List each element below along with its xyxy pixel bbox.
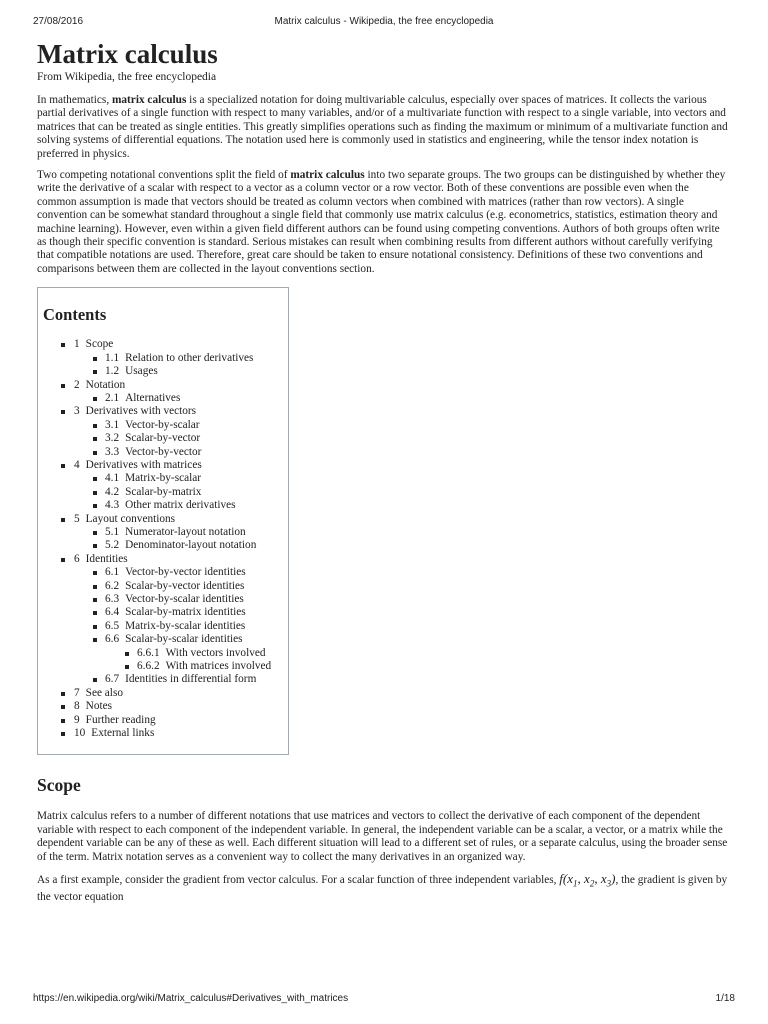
toc-item-number: 9 — [74, 713, 80, 726]
toc-item-label[interactable]: Scalar-by-matrix identities — [125, 606, 246, 619]
toc-item[interactable] — [43, 459, 288, 472]
toc-item-number: 5.2 — [105, 539, 120, 552]
toc-item[interactable] — [43, 606, 288, 619]
toc-item-number: 1.1 — [105, 351, 120, 364]
print-url: https://en.wikipedia.org/wiki/Matrix_calculus#Derivatives_with_matrices — [33, 993, 349, 1004]
toc-item-number: 6.6.2 — [137, 660, 160, 673]
page-number: 1/18 — [715, 993, 735, 1004]
toc-item-label[interactable]: Scope — [85, 338, 114, 351]
toc-item-label[interactable]: Identities in differential form — [125, 673, 257, 686]
toc-item-number: 4.3 — [105, 499, 120, 512]
toc-item[interactable] — [43, 700, 288, 713]
page-title: Matrix calculus — [37, 39, 218, 69]
toc-item-number: 6.7 — [105, 673, 120, 686]
toc-item[interactable] — [43, 365, 288, 378]
toc-title: Contents — [43, 305, 107, 325]
math-function-f: $f(x_1$, $x_2$, $x_3$) — [559, 871, 616, 889]
toc-item-number: 4 — [74, 458, 80, 471]
scope-paragraph-1: Matrix calculus refers to a number of different notations that use matrices and vectors to collect the derivative of each component of the dependent variable with respect to each component of the independent variable. In general, the independent variable can be a scalar, a vector, or a matrix while the dependent variable can be any of these as well. Each different situation will lead to a different set of rules, or a separate calculus, using the broader sense of the term. Matrix notation serves as a convenient way to collect the many derivatives in an organized way. — [37, 810, 728, 863]
toc-item[interactable] — [43, 553, 288, 566]
toc-item-label[interactable]: Scalar-by-matrix — [125, 485, 202, 498]
intro2-post: into two separate groups. The two groups can be distinguished by whether they write the derivative of a scalar with respect to a vector as a column vector or a row vector. Both of these conventions are possible even when the common assumption is made that vectors should be treated as column vectors when combined with matrices (rather than row vectors). A single convention can be somewhat standard throughout a single field that commonly use matrix calculus (e.g. econometrics, statistics, estimation theory and machine learning). However, even within a given field different authors can be found using competing conventions. Authors of both groups often write as though their specific convention is standard. Serious mistakes can result when combining results from different authors without carefully verifying that compatible notations are used. Therefore, great care should be taken to ensure notational consistency. Definitions of these two conventions and comparisons between them are collected in the layout conventions section. — [37, 169, 726, 275]
scope-para2-post: , the gradient is given by the vector equation — [37, 874, 728, 904]
intro2-bold-term: matrix calculus — [290, 169, 365, 182]
toc-item[interactable] — [43, 566, 288, 579]
toc-item-label[interactable]: Derivatives with matrices — [85, 458, 202, 471]
toc-item[interactable] — [43, 405, 288, 418]
toc-item[interactable] — [43, 526, 288, 539]
table-of-contents — [37, 287, 289, 755]
toc-item-number: 6.2 — [105, 579, 120, 592]
toc-item-number: 6.6.1 — [137, 646, 160, 659]
print-header — [33, 16, 735, 30]
toc-item[interactable] — [43, 687, 288, 700]
toc-item[interactable] — [43, 379, 288, 392]
toc-item-number: 6.1 — [105, 566, 120, 579]
toc-item-label[interactable]: Usages — [125, 365, 158, 378]
intro1-pre: In mathematics, — [37, 94, 112, 106]
toc-item-number: 8 — [74, 700, 80, 713]
toc-item-label[interactable]: Further reading — [85, 713, 156, 726]
toc-item[interactable] — [43, 486, 288, 499]
toc-item[interactable] — [43, 593, 288, 606]
scope-paragraph-2 — [37, 872, 729, 904]
toc-item-label[interactable]: Derivatives with vectors — [85, 405, 197, 418]
toc-item[interactable] — [43, 338, 288, 351]
toc-item-number: 6 — [74, 552, 80, 565]
toc-list — [43, 338, 288, 740]
toc-item[interactable] — [43, 419, 288, 432]
toc-item-label[interactable]: Matrix-by-scalar identities — [125, 619, 246, 632]
section-heading-scope: Scope — [37, 775, 81, 796]
toc-item-label[interactable]: Alternatives — [125, 391, 181, 404]
toc-item-label[interactable]: Scalar-by-scalar identities — [125, 633, 243, 646]
article-content — [37, 38, 729, 905]
toc-item-number: 5 — [74, 512, 80, 525]
toc-item-number: 4.2 — [105, 485, 120, 498]
toc-item[interactable] — [43, 633, 288, 646]
toc-item-label[interactable]: See also — [85, 686, 123, 699]
toc-item-number: 6.6 — [105, 633, 120, 646]
toc-item-label[interactable]: Other matrix derivatives — [125, 499, 236, 512]
toc-item-label[interactable]: Vector-by-scalar identities — [125, 593, 244, 605]
toc-item-label[interactable]: With vectors involved — [165, 646, 266, 659]
toc-item-label[interactable]: Vector-by-vector — [125, 445, 202, 458]
toc-item-number: 2 — [74, 378, 80, 391]
toc-item-number: 6.4 — [105, 606, 120, 619]
toc-item-label[interactable]: Scalar-by-vector identities — [125, 579, 245, 592]
toc-item-label[interactable]: Numerator-layout notation — [125, 525, 246, 538]
toc-item-label[interactable]: Scalar-by-vector — [125, 432, 201, 445]
toc-item-label[interactable]: External links — [91, 727, 155, 740]
print-footer — [33, 993, 735, 1007]
toc-item[interactable] — [43, 472, 288, 485]
toc-item[interactable] — [43, 660, 288, 673]
toc-item-number: 4.1 — [105, 472, 120, 485]
toc-item-label[interactable]: Vector-by-vector identities — [125, 566, 246, 579]
toc-item-number: 5.1 — [105, 525, 120, 538]
intro1-bold-term: matrix calculus — [111, 94, 187, 106]
toc-item[interactable] — [43, 392, 288, 405]
intro2-pre: Two competing notational conventions split the field of — [37, 169, 291, 182]
print-page-title: Matrix calculus - Wikipedia, the free encyclopedia — [274, 16, 494, 27]
toc-item-number: 7 — [74, 686, 80, 699]
toc-item[interactable] — [43, 499, 288, 512]
toc-item-number: 3.2 — [105, 432, 120, 445]
toc-item-label[interactable]: Notation — [85, 378, 126, 391]
toc-item[interactable] — [43, 727, 288, 740]
toc-item-number: 10 — [74, 727, 86, 740]
intro-paragraph-1 — [37, 94, 729, 161]
toc-item-number: 6.3 — [105, 593, 120, 605]
toc-item-number: 3 — [74, 405, 80, 418]
tagline: From Wikipedia, the free encyclopedia — [37, 71, 217, 83]
toc-item-number: 6.5 — [105, 619, 120, 632]
toc-item[interactable] — [43, 539, 288, 552]
toc-item-number: 3.1 — [105, 418, 120, 431]
toc-item-number: 1.2 — [105, 365, 120, 378]
toc-item-label[interactable]: Identities — [85, 552, 128, 565]
toc-item-number: 1 — [74, 338, 80, 351]
intro-paragraph-2 — [37, 169, 729, 276]
toc-item-label[interactable]: Vector-by-scalar — [125, 418, 200, 431]
toc-item[interactable] — [43, 673, 288, 686]
toc-item[interactable] — [43, 580, 288, 593]
print-date: 27/08/2016 — [33, 16, 84, 27]
toc-item-label[interactable]: With matrices involved — [165, 660, 272, 673]
toc-item[interactable] — [43, 714, 288, 727]
toc-item-number: 3.3 — [105, 445, 120, 458]
toc-item-label[interactable]: Layout conventions — [85, 512, 176, 525]
toc-item[interactable] — [43, 352, 288, 365]
scope-para2-pre: As a first example, consider the gradient from vector calculus. For a scalar function of three independent variables, — [37, 874, 560, 887]
toc-item-label[interactable]: Notes — [85, 700, 113, 713]
toc-item[interactable] — [43, 446, 288, 459]
intro1-post: is a specialized notation for doing multivariable calculus, especially over spaces of matrices. It collects the various partial derivatives of a single function with respect to many variables, and/or of a multivariate function with respect to a single variable, into vectors and matrices that can be treated as single entities. This greatly simplifies operations such as finding the maximum or minimum of a multivariate function and solving systems of differential equations. The notation used here is commonly used in statistics and engineering, while the tensor index notation is preferred in physics. — [37, 94, 728, 160]
toc-item[interactable] — [43, 513, 288, 526]
toc-item[interactable] — [43, 647, 288, 660]
toc-item-label[interactable]: Matrix-by-scalar — [125, 472, 202, 485]
toc-item-label[interactable]: Denominator-layout notation — [125, 539, 257, 552]
toc-item[interactable] — [43, 432, 288, 445]
toc-item[interactable] — [43, 620, 288, 633]
toc-item-number: 2.1 — [105, 391, 120, 404]
toc-item-label[interactable]: Relation to other derivatives — [125, 351, 254, 364]
